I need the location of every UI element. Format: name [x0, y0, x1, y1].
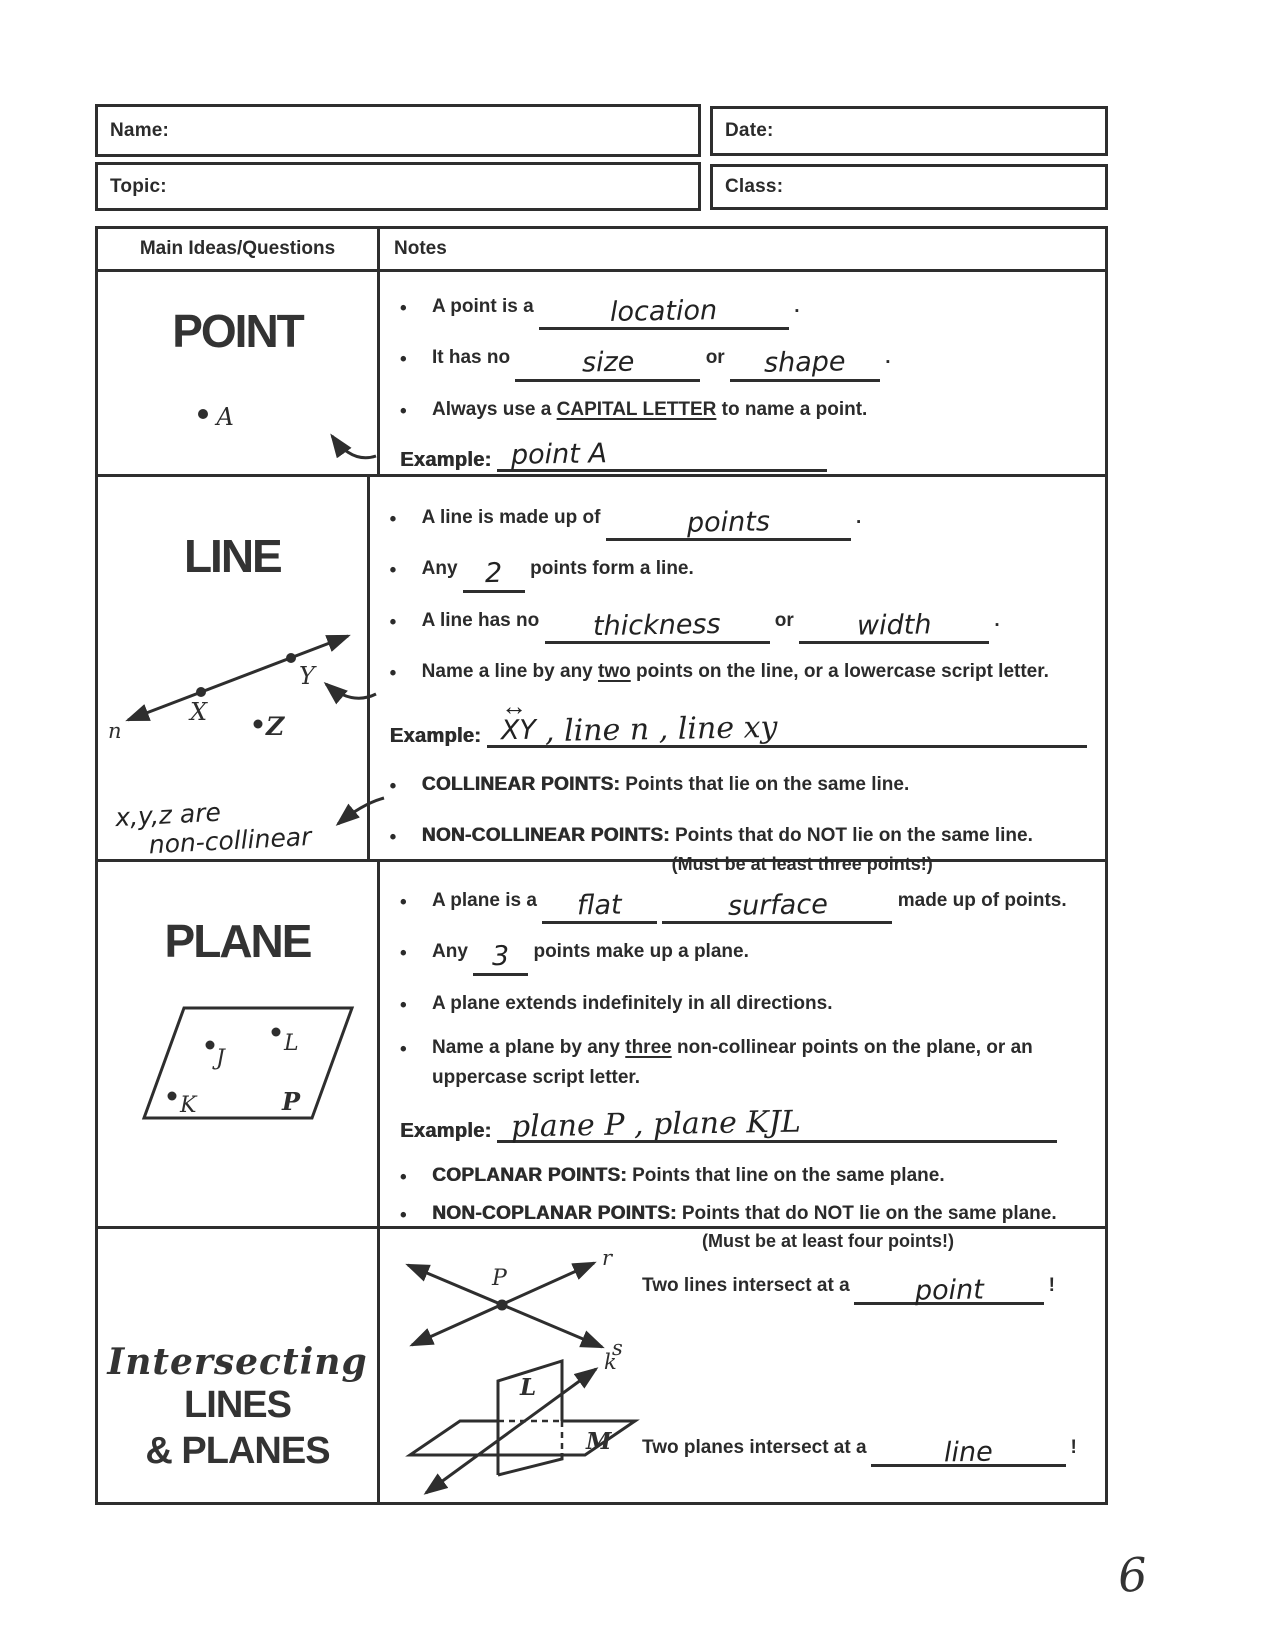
col-header-notes — [380, 229, 1105, 269]
fill-in-blank — [515, 347, 700, 381]
plane-bullet-3 — [400, 989, 1087, 1020]
note-text: It has no — [432, 347, 511, 369]
noncoplanar-note: (Must be at least four points!) — [702, 1231, 954, 1252]
point-diagram — [198, 397, 234, 431]
note-text: made up of points. — [897, 890, 1067, 911]
example-label: Example: — [400, 1120, 492, 1143]
fill-in-blank — [542, 890, 657, 924]
fill-in-blank — [539, 296, 789, 330]
note-text: . — [994, 609, 1000, 631]
fill-in-blank — [730, 347, 880, 381]
point-dot — [198, 409, 208, 419]
note-text: non-collinear points on the plane, or an uppercase script letter. — [432, 1037, 1033, 1088]
class-field-box — [710, 164, 1108, 210]
line-notes-cell — [370, 477, 1105, 874]
name-field-box — [95, 104, 701, 157]
fill-in-blank — [662, 890, 892, 924]
point-notes-cell — [380, 272, 1105, 474]
name-label: Name: — [110, 119, 170, 141]
row-intersecting — [98, 1226, 1105, 1502]
two-lines-sentence — [642, 1275, 1055, 1305]
collinear-definition: Points that lie on the same line. — [625, 773, 910, 795]
noncollinear-term: NON-COLLINEAR POINTS: — [421, 825, 670, 847]
handwritten-answer: shape — [763, 346, 846, 380]
example-blank — [487, 690, 1087, 749]
plane-bullet-2 — [400, 937, 1087, 975]
intersecting-lines-diagram — [396, 1247, 631, 1359]
handwritten-answer: size — [581, 346, 635, 379]
handwritten-answer: point — [914, 1274, 984, 1307]
hand-arrow-icon — [318, 662, 378, 707]
note-text: Name a line by any — [421, 661, 593, 683]
row-line — [98, 474, 1105, 874]
intersecting-title — [98, 1229, 377, 1474]
note-text: points make up a plane. — [533, 941, 749, 963]
hand-note-line1: x,y,z are — [114, 797, 222, 833]
note-text: or — [705, 347, 725, 369]
notes-header-text: Notes — [394, 238, 447, 259]
plane-notes-cell — [380, 862, 1105, 1252]
date-field-box — [710, 106, 1108, 156]
note-text: Name a plane by any — [432, 1037, 620, 1059]
topic-field-box — [95, 162, 701, 211]
collinear-term: COLLINEAR POINTS: — [421, 773, 620, 795]
note-text: A plane is a — [432, 890, 537, 911]
fill-in-blank — [473, 941, 528, 975]
point-l-label: L — [284, 1031, 299, 1056]
notes-table — [95, 226, 1108, 1505]
point-bullet-2 — [400, 343, 1087, 381]
line-name-notation — [500, 690, 537, 747]
line-n-label: n — [108, 719, 122, 743]
line-example-row — [389, 690, 1087, 749]
collinear-bullet — [390, 770, 1087, 801]
handwritten-answer: 3 — [491, 941, 510, 973]
noncollinear-definition: Points that do NOT lie on the same line. — [674, 825, 1033, 847]
underlined-term: two — [598, 661, 631, 683]
noncollinear-hand-note — [115, 794, 312, 862]
fill-in-blank — [854, 1275, 1044, 1305]
plane-left-cell — [98, 862, 380, 1226]
plane-l-label: L — [520, 1374, 537, 1401]
col-header-main-ideas — [98, 229, 380, 269]
line-title: LINE — [183, 530, 281, 582]
noncoplanar-term: NON-COPLANAR POINTS: — [432, 1202, 677, 1224]
point-bullet-1 — [400, 292, 1087, 330]
planes-title: & PLANES — [145, 1429, 330, 1472]
handwritten-answer: location — [610, 295, 718, 328]
note-text: . — [794, 296, 800, 317]
fill-in-blank — [606, 507, 851, 541]
note-text: or — [774, 609, 794, 631]
handwritten-answer: thickness — [592, 608, 722, 642]
noncoplanar-definition: Points that do NOT lie on the same plane. — [681, 1202, 1057, 1224]
note-text: A point is a — [432, 296, 534, 317]
plane-bullet-1 — [400, 886, 1087, 924]
coplanar-definition: Points that line on the same plane. — [632, 1165, 945, 1187]
handwritten-answer: points — [686, 506, 770, 539]
intersecting-script-title: Intersecting — [107, 1341, 368, 1383]
date-label: Date: — [725, 120, 774, 141]
handwritten-answer: line — [943, 1436, 994, 1469]
handwritten-example: , line n , line xy — [544, 709, 779, 749]
note-text: points on the line, or a lowercase script letter. — [636, 661, 1049, 683]
fill-in-blank — [463, 558, 525, 592]
handwritten-xy: XY — [500, 714, 537, 747]
line-r-label: r — [602, 1246, 613, 1270]
note-text: ! — [1048, 1275, 1055, 1296]
line-bullet-2 — [390, 554, 1087, 592]
lines-title: LINES — [184, 1384, 291, 1426]
fill-in-blank — [799, 610, 989, 644]
point-x-label: X — [190, 698, 208, 726]
point-k-label: K — [180, 1093, 197, 1118]
plane-example-row — [400, 1104, 1087, 1145]
example-blank — [497, 1104, 1057, 1145]
line-bullet-4 — [390, 657, 1087, 688]
point-y-label: Y — [299, 662, 315, 690]
plane-diagram — [114, 1000, 364, 1125]
handwritten-example: point A — [511, 438, 608, 472]
coplanar-term: COPLANAR POINTS: — [432, 1165, 627, 1187]
note-text: A line has no — [421, 609, 540, 631]
coplanar-bullet — [400, 1161, 1087, 1192]
note-text: points form a line. — [530, 558, 694, 580]
point-title: POINT — [172, 305, 303, 357]
intersecting-left-cell — [98, 1229, 380, 1502]
point-example-row — [400, 439, 1087, 472]
underlined-term: CAPITAL LETTER — [556, 398, 717, 420]
note-text: Any — [421, 558, 458, 580]
note-text: . — [856, 507, 862, 528]
plane-title: PLANE — [164, 915, 311, 967]
main-ideas-header-text: Main Ideas/Questions — [139, 238, 336, 259]
plane-m-label: M — [586, 1428, 612, 1455]
hand-note-line2: non-collinear — [148, 821, 313, 860]
fill-in-blank — [545, 610, 770, 644]
note-text: Always use a — [432, 398, 552, 420]
line-k-label: k — [604, 1350, 617, 1374]
line-s-label: s — [612, 1336, 623, 1360]
point-bullet-3 — [400, 395, 1087, 426]
note-text: ! — [1070, 1437, 1077, 1458]
note-text: Two lines intersect at a — [642, 1275, 850, 1296]
note-text: A line is made up of — [421, 507, 601, 528]
handwritten-example: plane P , plane KJL — [511, 1104, 802, 1145]
note-text: A plane extends indefinitely in all directions. — [432, 992, 833, 1014]
plane-p-label: P — [282, 1087, 301, 1116]
table-header-row — [98, 229, 1105, 269]
example-label: Example: — [400, 449, 492, 472]
row-point — [98, 269, 1105, 474]
intersecting-notes-cell — [380, 1229, 1105, 1502]
double-arrow-overline: ↔ — [501, 690, 527, 721]
class-label: Class: — [725, 176, 784, 197]
note-text: Any — [432, 941, 468, 963]
underlined-term: three — [625, 1037, 672, 1059]
point-p-label: P — [492, 1266, 507, 1291]
hand-arrow-icon — [322, 416, 380, 466]
plane-bullet-4 — [400, 1033, 1087, 1092]
line-bullet-3 — [390, 606, 1087, 644]
note-text: to name a point. — [721, 398, 868, 420]
handwritten-answer: 2 — [484, 558, 503, 590]
fill-in-blank — [871, 1437, 1066, 1467]
page-number: 6 — [1116, 1547, 1150, 1603]
note-text: . — [885, 347, 891, 369]
point-a-label: A — [216, 403, 234, 431]
example-blank — [497, 439, 827, 472]
two-planes-sentence — [642, 1437, 1077, 1467]
handwritten-answer: width — [856, 609, 932, 642]
noncollinear-note: (Must be at least three points!) — [671, 853, 933, 874]
hand-arrow-icon — [330, 790, 388, 835]
handwritten-answer: surface — [727, 889, 828, 922]
example-label: Example: — [389, 724, 481, 747]
point-j-label: J — [216, 1046, 225, 1071]
topic-label: Topic: — [110, 175, 167, 197]
row-plane — [98, 859, 1105, 1252]
intersecting-planes-diagram — [400, 1347, 650, 1499]
handwritten-answer: flat — [577, 889, 623, 922]
note-text: Two planes intersect at a — [642, 1437, 867, 1458]
line-bullet-1 — [390, 503, 1087, 541]
point-z-label: Z — [266, 712, 285, 741]
